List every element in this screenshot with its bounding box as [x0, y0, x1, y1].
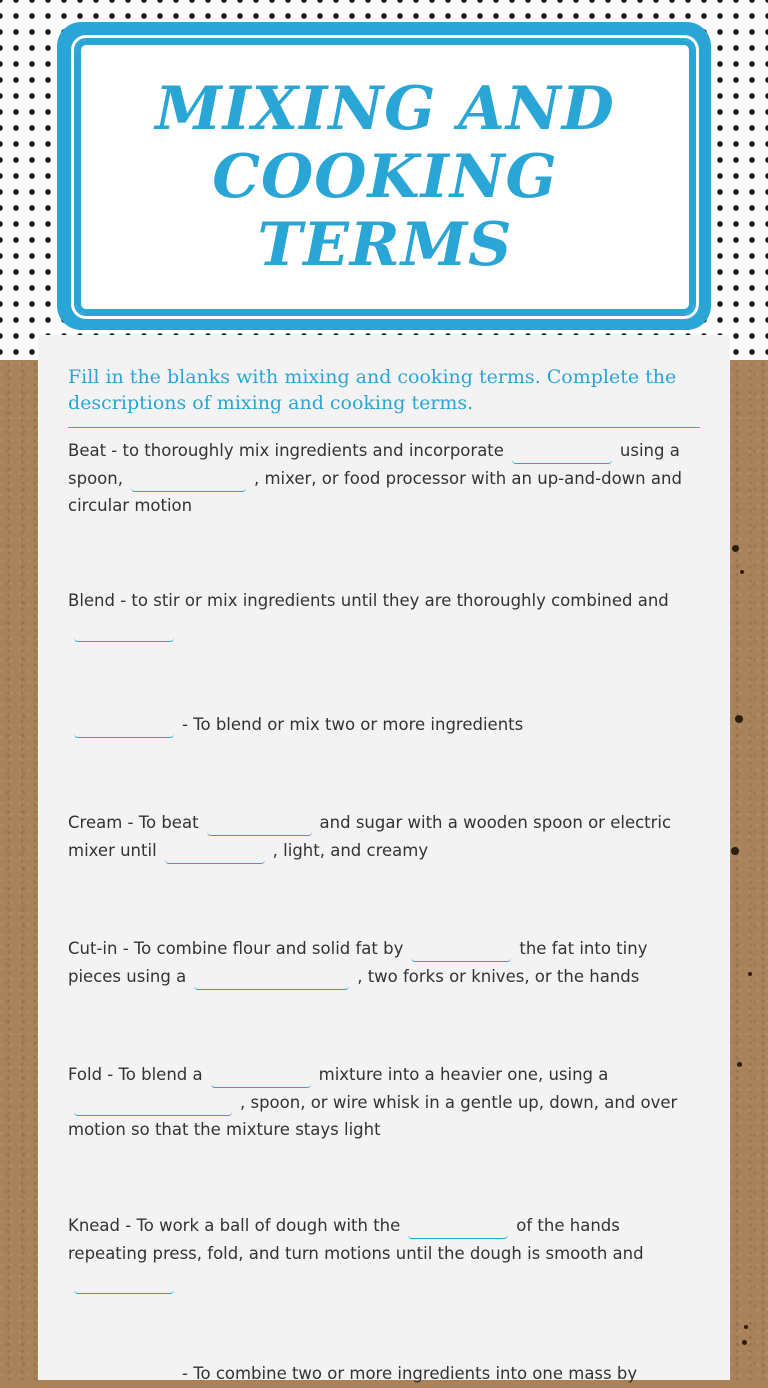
instructions-text: Fill in the blanks with mixing and cooking terms. Complete the descriptions of mixing and cooking terms.: [68, 366, 677, 414]
question-knead-text-1: Knead - To work a ball of dough with the: [68, 1216, 401, 1235]
cardboard-speck: [740, 570, 744, 574]
blank-input[interactable]: [74, 1095, 232, 1116]
question-beat-text-3: , mixer, or food processor with an up-and-down and circular motion: [68, 468, 682, 515]
question-cream-text-2: and sugar with a wooden spoon or electric mixer until: [68, 813, 672, 860]
question-combine: [68, 711, 698, 739]
question-beat-text-1: Beat - to thoroughly mix ingredients and incorporate: [68, 441, 504, 460]
instructions-divider: [68, 427, 700, 428]
cardboard-speck: [744, 1325, 748, 1329]
cardboard-speck: [737, 1062, 742, 1067]
question-blend-text-1: Blend - to stir or mix ingredients until they are thoroughly combined and: [68, 591, 669, 610]
question-cream: [68, 809, 698, 864]
blank-input[interactable]: [131, 471, 246, 492]
cardboard-speck: [732, 545, 739, 552]
cardboard-speck: [742, 1340, 747, 1345]
blank-input[interactable]: [194, 969, 349, 990]
blank-input[interactable]: [411, 941, 511, 962]
title-line-2: COOKING TERMS: [212, 142, 558, 280]
blank-input[interactable]: [408, 1218, 508, 1239]
question-cutin-text-2: the fat into tiny pieces using a: [68, 939, 648, 986]
page-title: [105, 75, 665, 279]
blank-input[interactable]: [207, 815, 312, 836]
question-mix-text-1: - To combine two or more ingredients into one mass by: [182, 1364, 638, 1383]
question-cream-text-1: Cream - To beat: [68, 813, 199, 832]
blank-input[interactable]: [74, 1366, 174, 1387]
cardboard-speck: [731, 847, 739, 855]
blank-input[interactable]: [74, 621, 174, 642]
blank-input[interactable]: [512, 443, 612, 464]
question-beat: [68, 437, 698, 520]
question-knead-text-2: of the hands repeating press, fold, and turn motions until the dough is smooth and: [68, 1216, 644, 1263]
question-beat-text-2: using a spoon,: [68, 441, 680, 488]
blank-input[interactable]: [74, 717, 174, 738]
cardboard-speck: [748, 972, 752, 976]
question-mix: [68, 1360, 698, 1388]
question-fold-text-2: mixture into a heavier one, using a: [318, 1065, 609, 1084]
title-card: [74, 38, 696, 316]
blank-input[interactable]: [211, 1067, 311, 1088]
title-line-1: MIXING AND: [155, 74, 615, 144]
question-fold: [68, 1061, 698, 1144]
cardboard-speck: [735, 715, 743, 723]
blank-input[interactable]: [165, 843, 265, 864]
question-cut-in: [68, 935, 698, 990]
question-knead: [68, 1212, 698, 1295]
question-cream-text-3: , light, and creamy: [272, 840, 429, 860]
question-blend: [68, 587, 698, 642]
question-cutin-text-1: Cut-in - To combine flour and solid fat by: [68, 939, 404, 958]
question-fold-text-3: , spoon, or wire whisk in a gentle up, down, and over motion so that the mixture stays light: [68, 1092, 678, 1139]
blank-input[interactable]: [74, 1273, 174, 1294]
question-combine-text-1: - To blend or mix two or more ingredients: [182, 715, 524, 734]
question-fold-text-1: Fold - To blend a: [68, 1065, 203, 1084]
question-cutin-text-3: , two forks or knives, or the hands: [357, 966, 640, 986]
